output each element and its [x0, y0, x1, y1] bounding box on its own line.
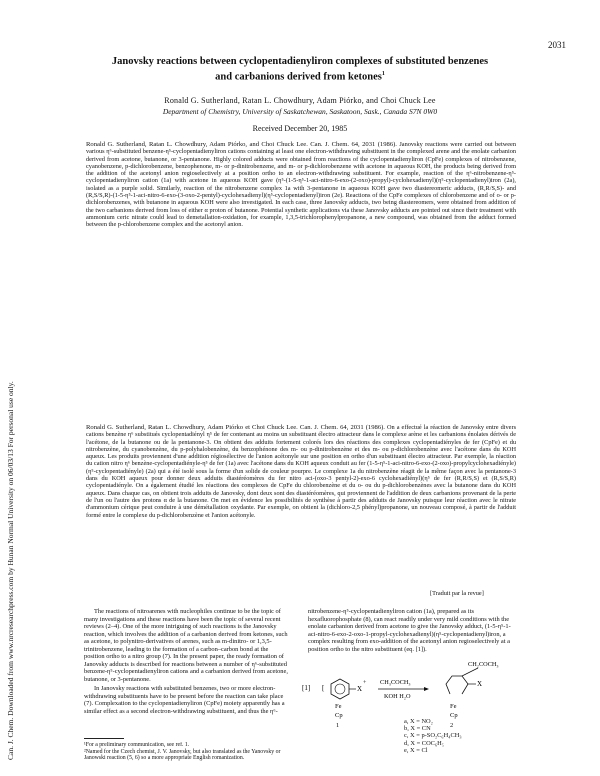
- intro-paragraph-1: The reactions of nitroarenes with nucleophiles continue to be the topic of many investigations and these reactions have been the topic of several recent reviews (2–4). One of the more intriguing of such reactions is the Janovsky reaction, which involves the addition of a carbanion derived from ketones, such as acetone, to polynitro-derivatives of arenes, such as m-dinitro- or 1,3,5-trinitrobenzene, leading to the formation of a carbon–carbon bond at the position ortho to a nitro group (7). In the present paper, the ready formation of Janovsky adducts is described for reactions between a number of η⁶-substituted benzene-η⁵-cyclopentadienyliron cations and a carbanion derived from acetone, butanone, or 3-pentanone.: [84, 608, 288, 683]
- cp-label-left: Cp: [335, 712, 343, 719]
- reaction-arrow-group: [378, 679, 429, 700]
- translation-note: [Traduit par la revue]: [430, 590, 484, 597]
- footnote-rule: [84, 738, 124, 739]
- compound-label-1: 1: [336, 722, 340, 729]
- resume-body: On a effectué la réaction de Janovsky entre divers cations benzène η⁶ substitués cyclopentadiényl η⁵ de fer contenant au moins un substituant électro attracteur dans le complexe arène et les carbanions énolates dérivés de l'acétone, de la butanone ou de la pentanone-3. On obtient des adduits fortement colorés lors des réactions des complexes cyclopentadiényles de fer (CpFe) et du nitrobenzène, du cyanobenzène, du p-polyhalobenzène, du benzophénone des m- ou p-dinitrobenzène et des m- ou p-dichlorobenzène avec l'acétone dans du KOH aqueux. Les produits proviennent d'une addition régiosélective de l'anion acétonyle sur une position en ortho d'un substituant électro attracteur. Par exemple, la réaction du cation nitro η⁶ benzène-cyclopentadiényle-η⁵ de fer (1a) avec l'acétone dans du KOH aqueux conduit au fer (1-5-η⁵-1-aci-nitro-6-exo-(2-oxo)-propylcyclohexadiényle)(η⁵-cyclopentadiényle) (2a) qui a été isolé sous la forme d'un solide de couleur pourpre. Le complexe 1a du nitrobenzène réagit de la même façon avec la pentanone-3 dans du KOH aqueux pour donner deux adduits diastéréomères du fer nitro aci-(oxo-3 pentyl-2)-exo-6 cyclohexadiényl)(η⁵ de fer (R,R/S,S) et (R,S/S,R) cyclopentadiényle. On a également étudié les réactions des complexes de CpFe du chlorobenzène et du o- ou du p-dichlorobenzènes avec la butanone dans du KOH aqueux. Dans chaque cas, on obtient trois adduits de Janovsky, dont deux sont des diastéréomères, qui proviennent de l'addition de deux carbanions provenant de la perte de l'un ou l'autre des protons α de la butanone. On met en évidence les possibilités de synthèse à partir des adduits de Janovsky puisque leur réaction avec le nitrate d'ammonium cérique peut conduire à une démétallation oxydante. Par exemple, on obtient la (dichloro-2,5 phényl)propanone, un nouveau composé, à partir de l'adduit formé entre le complexe du p-dichlorobenzène et l'anion acétonyle.: [86, 424, 517, 519]
- abstract-body: Janovsky reactions were carried out between various η⁶-substituted benzene-η⁵-cyclopentadienyliron cations containing at least one electron-withdrawing substituent in the complexed arene and the enolate carbanion derived from acetone, butanone, or 3-pentanone. Highly colored adducts were obtained from reactions of the cyclopentadienyliron (CpFe) complexes of nitrobenzene, cyanobenzene, p-dichlorobenzene, benzophenone, m- or p-dinitrobenzene, and m- or p-dichlorobenzene with acetone in aqueous KOH, the products being derived from the addition of the acetonyl anion regioselectively at a position ortho to an electron-withdrawing substituent. For example, reaction of the η⁶-nitrobenzene-η⁵-cyclopentadienyliron cation (1a) with acetone in aqueous KOH gave (η⁵-(1-5-η⁵-1-aci-nitro-6-exo-(2-oxo)-propyl)-cyclohexadienyl)(η⁵-cyclopentadienyl)iron (2a), isolated as a purple solid. Similarly, reaction of the nitrobenzene complex 1a with 3-pentanone in aqueous KOH gave two diastereomeric adducts, (R,R/S,S)- and (R,S/S,R)-(1-5-η⁵-1-aci-nitro-6-exo-(3-oxo-2-pentyl)-cyclohexadienyl)(η⁵-cyclopentadienyl)iron (2e). Reactions of the CpFe complexes of chlorobenzene and of o- or p-dichlorobenzenes, with butanone in aqueous KOH were also investigated. In each case, three Janovsky adducts, two being diastereomers, were obtained from addition of the two carbanions derived from loss of either α proton of butanone. Potential synthetic applications via these Janovsky adducts are pointed out since their treatment with ammonium ceric nitrate could lead to demetallation-oxidation, for example, 1,3,5-trichlorophenylpropanone, a new compound, was obtained from the adduct formed between the p-chlorobenzene complex and the acetonyl anion.: [86, 141, 516, 229]
- intro-paragraph-2: In Janovsky reactions with substituted benzenes, two or more electron-withdrawing substituents have to be present before the reaction can take place (7). Complexation to the cyclopentadienyliron (CpFe) moiety apparently has a similar effect as a second electron-withdrawing substituent, and thus the η⁶-: [84, 685, 285, 715]
- reagent-top: CH₃COCH₃: [380, 679, 411, 686]
- aromatic-circle: [335, 684, 345, 694]
- substituent-list: [404, 718, 462, 754]
- substituent-d: d, X = COC₆H₅: [404, 739, 445, 747]
- download-watermark: Can. J. Chem. Downloaded from www.nrcresearchpress.com by Hunan Normal University on 06/03/13 For personal use only.: [6, 381, 15, 760]
- eq-label: [1]: [302, 684, 311, 692]
- substituent-x: X: [357, 685, 363, 693]
- chain-bond: [462, 668, 478, 676]
- body-left-column: [84, 608, 290, 730]
- benzene-ring: [331, 679, 349, 699]
- reactant-complex: [322, 679, 367, 719]
- charge-plus: +: [363, 680, 367, 686]
- body-right-paragraph: nitrobenzene-η⁵-cyclopentadienyliron cation (1a), prepared as its hexafluorophosphate (8), can react readily under very mild conditions with the enolate carbanion derived from acetone to give the Janovsky adduct, (1-5-η⁵-1-aci-nitro-6-exo-2-oxo-1-propyl-cyclohexadienyl)(η⁵-cyclopentadienyl)iron, a complex resulting from exo-addition of the acetonyl anion regioselectively at a position ortho to the nitro substituent (eq. [1]).: [308, 608, 511, 653]
- title-line-2-text: and carbanions derived from ketones: [215, 71, 382, 83]
- article-title: [40, 56, 560, 84]
- department: Department of Chemistry, University of Saskatchewan, Saskatoon, Sask., Canada S7N 0W0: [162, 107, 438, 116]
- authors: Ronald G. Sutherland, Ratan L. Chowdhury, Adam Piórko, and Choi Chuck Lee: [164, 96, 436, 105]
- product-side-chain: CH₂COCH₃: [468, 661, 499, 668]
- cyclohexadienyl-ring: [446, 676, 468, 694]
- footnote-2: ²Named for the Czech chemist, J. V. Janovsky, but also translated as the Yanovsky or Janowski reaction (5, 6) so a more appropriate English romanization.: [84, 748, 281, 762]
- abstract-citation: Ronald G. Sutherland, Ratan L. Chowdhury, Adam Piórko, and Choi Chuck Lee. Can. J. Chem. 64, 2031 (1986).: [86, 141, 397, 148]
- compound-label-2: 2: [450, 722, 454, 729]
- footnote-1: ¹For a preliminary communication, see ref. 1.: [84, 742, 190, 748]
- reaction-scheme: [300, 660, 530, 720]
- iron-label-right: Fe: [450, 703, 457, 710]
- body-right-column: [308, 608, 518, 653]
- resume-citation: Ronald G. Sutherland, Ratan L. Chowdhury, Adam Piórko et Choi Chuck Lee. Can. J. Chem. 64, 2031 (1986).: [86, 424, 385, 431]
- title-line-2: [40, 68, 560, 84]
- received-date: Received December 20, 1985: [252, 124, 348, 133]
- substituent-e: e, X = Cl: [404, 746, 428, 754]
- substituent-b: b, X = CN: [404, 725, 431, 733]
- reagent-bottom: KOH H₂O: [384, 693, 411, 700]
- reactant-bracket: [: [322, 684, 325, 692]
- arrowhead: [424, 687, 429, 691]
- abstract: [86, 141, 516, 229]
- substituent-a: a, X = NO₂: [404, 718, 433, 725]
- product-x: X: [477, 680, 483, 688]
- footnotes: [84, 742, 290, 772]
- substituent-c: c, X = p-SO₂C₆H₄CH₃: [404, 732, 462, 740]
- page-number: 2031: [548, 40, 566, 50]
- title-footnote-mark: 1: [381, 71, 385, 77]
- product-complex: [446, 661, 499, 719]
- title-line-1: Janovsky reactions between cyclopentadienyliron complexes of substituted benzenes: [111, 56, 489, 67]
- cp-label-right: Cp: [450, 712, 458, 719]
- iron-label-left: Fe: [335, 703, 342, 710]
- resume: [86, 424, 516, 519]
